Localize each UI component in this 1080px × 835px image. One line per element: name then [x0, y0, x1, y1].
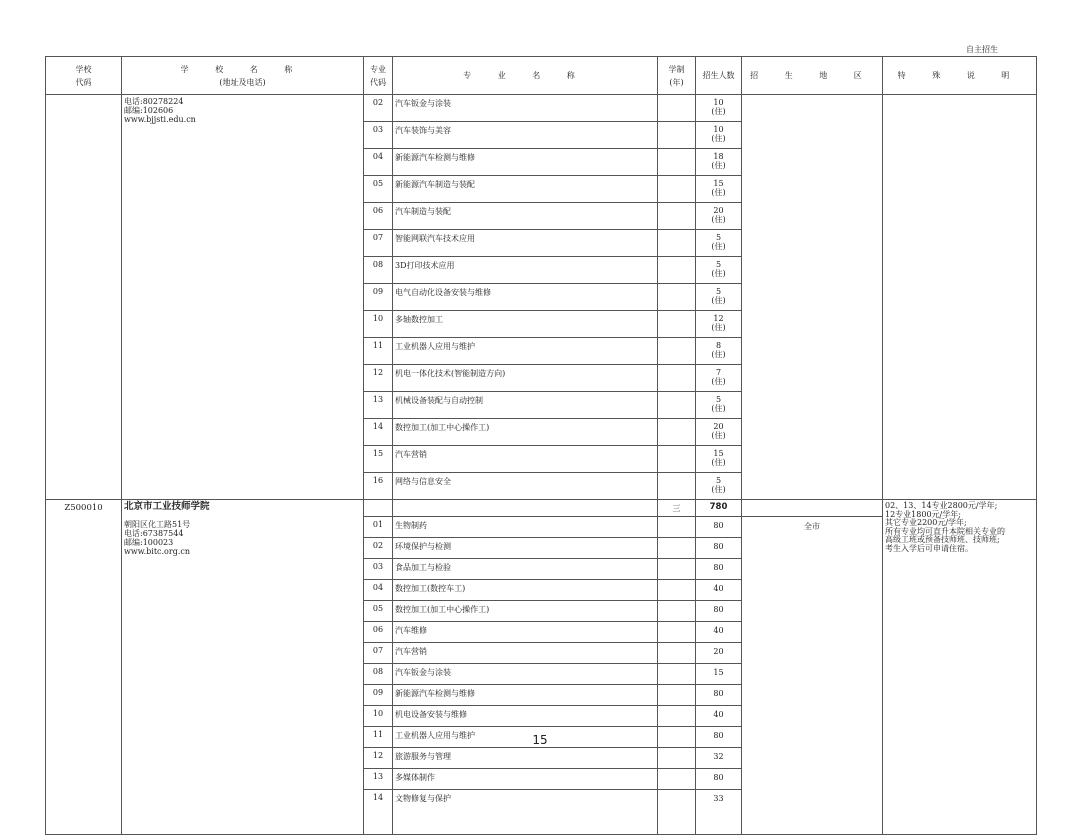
- major-code: 09: [364, 284, 393, 311]
- duration-cell: [658, 601, 696, 622]
- header-school-name: 学 校 名 称 (地址及电话): [122, 57, 364, 95]
- major-name: 新能源汽车检测与维修: [393, 685, 658, 706]
- enrollment-count: 5 (住): [696, 257, 742, 284]
- major-name: 数控加工(加工中心操作工): [393, 419, 658, 446]
- enrollment-count: 15 (住): [696, 176, 742, 203]
- major-name: 汽车营销: [393, 446, 658, 473]
- major-code: 07: [364, 230, 393, 257]
- school2-total: 780: [696, 500, 742, 517]
- major-code: 10: [364, 706, 393, 727]
- enrollment-count: 5 (住): [696, 392, 742, 419]
- duration-cell: [658, 538, 696, 559]
- enrollment-count: 80: [696, 538, 742, 559]
- major-name: 3D打印技术应用: [393, 257, 658, 284]
- header-notes: 特 殊 说 明: [883, 57, 1037, 95]
- enrollment-count: 33: [696, 790, 742, 835]
- major-name: 网络与信息安全: [393, 473, 658, 500]
- major-code: 08: [364, 664, 393, 685]
- enrollment-count: 40: [696, 622, 742, 643]
- enrollment-count: 12 (住): [696, 311, 742, 338]
- major-name: 文物修复与保护: [393, 790, 658, 835]
- major-name: 汽车装饰与美容: [393, 122, 658, 149]
- major-name: 汽车营销: [393, 643, 658, 664]
- major-name: 数控加工(数控车工): [393, 580, 658, 601]
- duration-cell: [658, 622, 696, 643]
- major-name: 电气自动化设备安装与维修: [393, 284, 658, 311]
- major-code: 11: [364, 727, 393, 748]
- major-code: 04: [364, 580, 393, 601]
- duration-cell: [658, 419, 696, 446]
- duration-cell: [658, 122, 696, 149]
- major-code: 03: [364, 122, 393, 149]
- category-label: 自主招生: [966, 45, 998, 54]
- duration-cell: [658, 95, 696, 122]
- enrollment-count: 15 (住): [696, 446, 742, 473]
- enrollment-count: 15: [696, 664, 742, 685]
- enrollment-count: 32: [696, 748, 742, 769]
- duration-cell: [658, 517, 696, 538]
- school1-code-cell: [46, 95, 122, 500]
- enrollment-table: [45, 56, 1037, 835]
- major-name: 汽车钣金与涂装: [393, 95, 658, 122]
- school2-summary-row: [46, 500, 1037, 517]
- duration-cell: [658, 664, 696, 685]
- school2-info: 北京市工业技师学院 朝阳区化工路51号 电话:67387544 邮编:100023 www.bitc.org.cn: [122, 500, 364, 835]
- enrollment-count: 20: [696, 643, 742, 664]
- duration-cell: [658, 203, 696, 230]
- major-code: 07: [364, 643, 393, 664]
- duration-cell: [658, 748, 696, 769]
- enrollment-count: 40: [696, 706, 742, 727]
- enrollment-count: 80: [696, 601, 742, 622]
- major-name: 汽车制造与装配: [393, 203, 658, 230]
- duration-cell: [658, 473, 696, 500]
- school2-notes: 02、13、14专业2800元/学年; 12专业1800元/学年; 其它专业2200元/学年; 所有专业均可直升本院相关专业的 高级工班或预备技师班、技师班; 考生入学后可申请住宿。: [883, 500, 1037, 835]
- major-name: 多媒体制作: [393, 769, 658, 790]
- duration-cell: [658, 311, 696, 338]
- major-code: 01: [364, 517, 393, 538]
- major-name: 新能源汽车制造与装配: [393, 176, 658, 203]
- major-code: [364, 500, 393, 517]
- major-code: 06: [364, 203, 393, 230]
- major-code: 02: [364, 95, 393, 122]
- major-name: [393, 500, 658, 517]
- duration-cell: [658, 365, 696, 392]
- enrollment-count: 40: [696, 580, 742, 601]
- duration-cell: [658, 257, 696, 284]
- enrollment-count: 80: [696, 769, 742, 790]
- header-major-name: 专 业 名 称: [393, 57, 658, 95]
- duration-cell: [658, 176, 696, 203]
- major-code: 16: [364, 473, 393, 500]
- duration-cell: [658, 790, 696, 835]
- header-major-code: 专业 代码: [364, 57, 393, 95]
- school1-region-cell: [742, 95, 883, 500]
- major-code: 15: [364, 446, 393, 473]
- major-name: 环境保护与检测: [393, 538, 658, 559]
- table-header: [46, 57, 1037, 95]
- major-code: 11: [364, 338, 393, 365]
- enrollment-count: 8 (住): [696, 338, 742, 365]
- duration-cell: [658, 338, 696, 365]
- duration-cell: [658, 706, 696, 727]
- major-name: 智能网联汽车技术应用: [393, 230, 658, 257]
- major-code: 14: [364, 419, 393, 446]
- school2-duration: 三: [658, 500, 696, 517]
- major-code: 13: [364, 392, 393, 419]
- duration-cell: [658, 769, 696, 790]
- major-name: 食品加工与检验: [393, 559, 658, 580]
- major-code: 05: [364, 176, 393, 203]
- major-code: 05: [364, 601, 393, 622]
- major-code: 09: [364, 685, 393, 706]
- major-name: 机电设备安装与维修: [393, 706, 658, 727]
- major-code: 10: [364, 311, 393, 338]
- header-enrollment: 招生人数: [696, 57, 742, 95]
- duration-cell: [658, 149, 696, 176]
- duration-cell: [658, 643, 696, 664]
- major-name: 汽车钣金与涂装: [393, 664, 658, 685]
- enrollment-count: 10 (住): [696, 122, 742, 149]
- duration-cell: [658, 284, 696, 311]
- enrollment-count: 20 (住): [696, 203, 742, 230]
- enrollment-count: 80: [696, 685, 742, 706]
- enrollment-count: 80: [696, 727, 742, 748]
- table-row: [46, 95, 1037, 122]
- major-name: 数控加工(加工中心操作工): [393, 601, 658, 622]
- duration-cell: [658, 580, 696, 601]
- school2-region: 全市: [742, 517, 883, 835]
- duration-cell: [658, 446, 696, 473]
- major-code: 06: [364, 622, 393, 643]
- major-code: 02: [364, 538, 393, 559]
- major-code: 08: [364, 257, 393, 284]
- duration-cell: [658, 230, 696, 257]
- major-name: 工业机器人应用与维护: [393, 727, 658, 748]
- major-code: 14: [364, 790, 393, 835]
- major-name: 机械设备装配与自动控制: [393, 392, 658, 419]
- enrollment-count: 10 (住): [696, 95, 742, 122]
- school1-notes-cell: [883, 95, 1037, 500]
- major-code: 13: [364, 769, 393, 790]
- major-name: 多轴数控加工: [393, 311, 658, 338]
- major-code: 04: [364, 149, 393, 176]
- enrollment-count: 5 (住): [696, 230, 742, 257]
- duration-cell: [658, 392, 696, 419]
- page-number: 15: [532, 733, 548, 747]
- duration-cell: [658, 559, 696, 580]
- header-school-code: 学校 代码: [46, 57, 122, 95]
- school2-code: Z500010: [46, 500, 122, 835]
- major-code: 03: [364, 559, 393, 580]
- major-name: 生物制药: [393, 517, 658, 538]
- major-name: 工业机器人应用与维护: [393, 338, 658, 365]
- major-code: 12: [364, 748, 393, 769]
- enrollment-count: 18 (住): [696, 149, 742, 176]
- school2-name: 北京市工业技师学院: [124, 501, 210, 512]
- major-code: 12: [364, 365, 393, 392]
- header-duration: 学制 (年): [658, 57, 696, 95]
- region-cell-top: [742, 500, 883, 517]
- enrollment-count: 80: [696, 517, 742, 538]
- enrollment-count: 7 (住): [696, 365, 742, 392]
- major-name: 汽车维修: [393, 622, 658, 643]
- major-name: 新能源汽车检测与维修: [393, 149, 658, 176]
- duration-cell: [658, 685, 696, 706]
- school1-contact: 电话:80278224 邮编:102606 www.bjjsti.edu.cn: [122, 95, 364, 500]
- enrollment-count: 80: [696, 559, 742, 580]
- enrollment-count: 20 (住): [696, 419, 742, 446]
- enrollment-count: 5 (住): [696, 284, 742, 311]
- major-name: 旅游服务与管理: [393, 748, 658, 769]
- enrollment-count: 5 (住): [696, 473, 742, 500]
- header-region: 招 生 地 区: [742, 57, 883, 95]
- major-name: 机电一体化技术(智能制造方向): [393, 365, 658, 392]
